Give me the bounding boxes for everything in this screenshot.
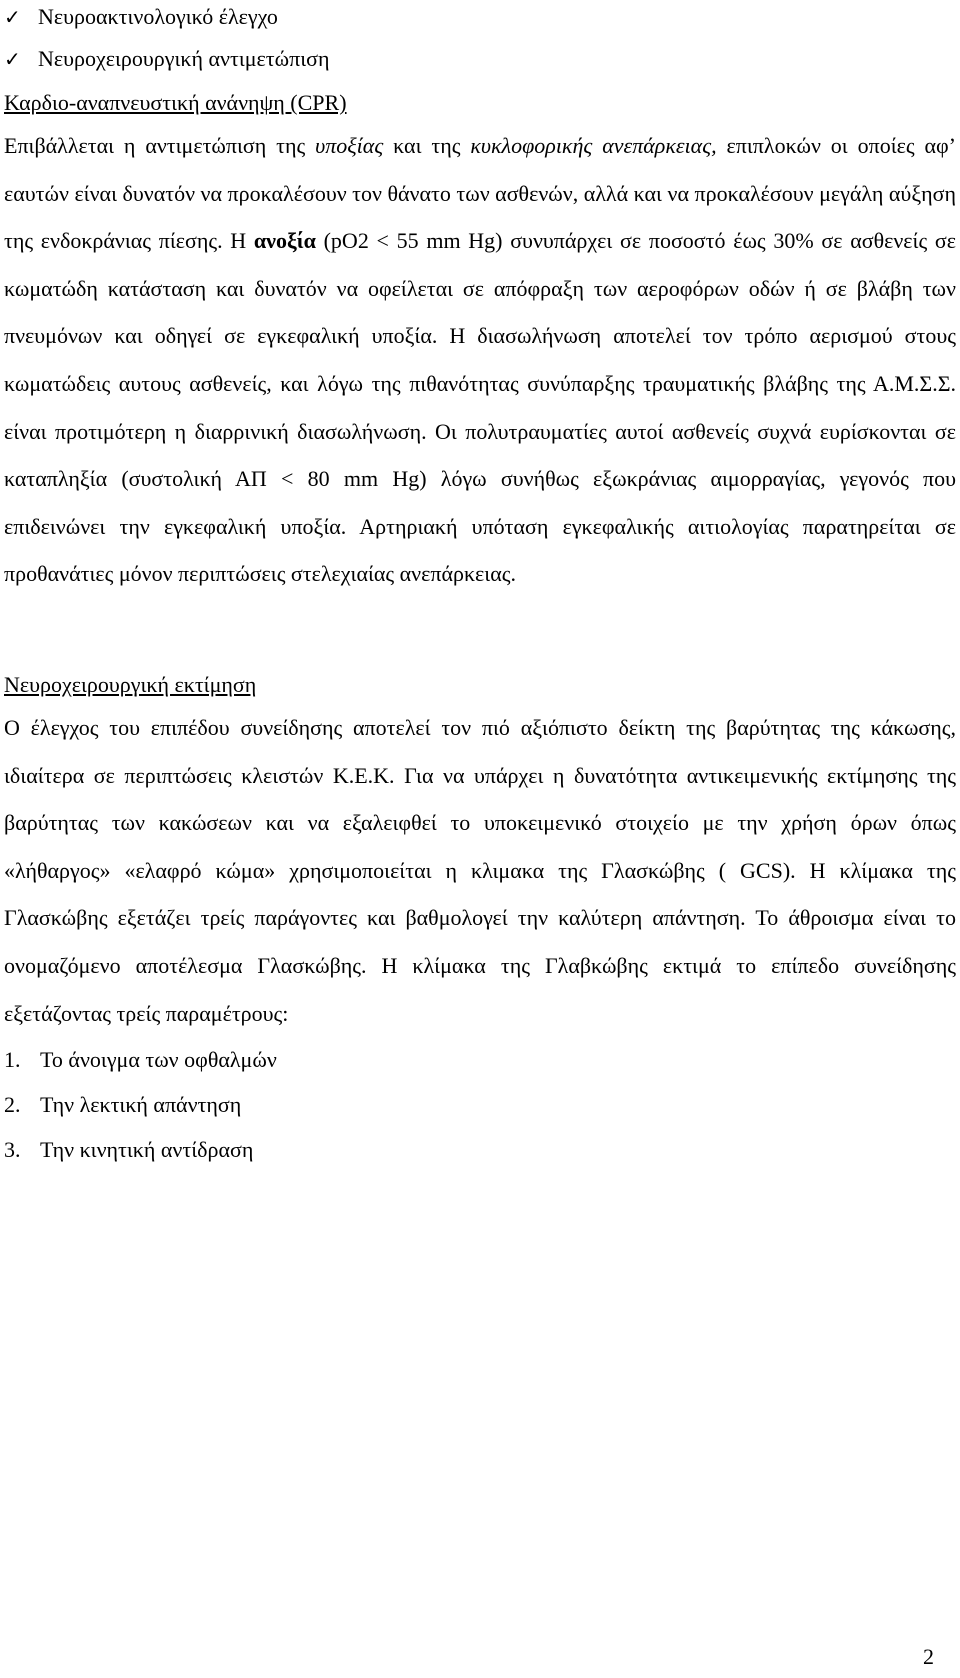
list-item-text: Την λεκτική απάντηση [40, 1092, 242, 1118]
checklist-item-text: Νευροακτινολογικό έλεγχο [38, 4, 278, 29]
paragraph-assessment: Ο έλεγχος του επιπέδου συνείδησης αποτελεί τον πιό αξιόπιστο δείκτη της βαρύτητας της κάκωσης, ιδιαίτερα σε περιπτώσεις κλειστών Κ.Ε.Κ. Για να υπάρχει η δυνατότητα αντικειμενικής εκτίμησης της βαρύτητας των κακώσεων και να εξαλειφθεί το υποκειμενικό στοιχείο με την χρήση όρων όπως «λήθαργος» «ελαφρό κώμα» χρησιμοποιείται η κλιμακα της Γλασκώβης ( GCS). Η κλίμακα της Γλασκώβης εξετάζει τρείς παράγοντες και βαθμολογεί την καλύτερη απάντηση. Το άθροισμα είναι το ονομαζόμενο αποτέλεσμα Γλασκώβης. Η κλίμακα της Γλαβκώβης εκτιμά το επίπεδο συνείδησης εξετάζοντας τρείς παραμέτρους: [4, 714, 956, 1026]
section-heading-assessment: Νευροχειρουργική εκτίμηση [4, 671, 257, 697]
checklist [4, 0, 956, 86]
list-item-number: 3. [4, 1137, 21, 1163]
page-number: 2 [923, 1644, 934, 1669]
document-page [4, 0, 956, 1172]
list-item-text: Την κινητική αντίδραση [40, 1137, 254, 1163]
text-run: και της [383, 133, 471, 158]
checkmark-icon: ✓ [4, 47, 21, 71]
bold-text: ανοξία [253, 228, 316, 254]
section-heading-cpr: Καρδιο-αναπνευστική ανάνηψη (CPR) [4, 90, 347, 115]
numbered-list [4, 1037, 956, 1172]
text-run: επιπλοκών οι οποίες αφ’ εαυτών είναι δυνατόν να προκαλέσουν τον θάνατο των ασθενών, αλλά και να προκαλέσουν μεγάλη αύξηση της ενδοκράνιας πίεσης. Η [4, 133, 957, 254]
list-item [4, 1037, 956, 1082]
checklist-item [4, 0, 956, 42]
list-item-number: 1. [4, 1047, 21, 1073]
text-run: (pO2 < 55 mm Hg) συνυπάρχει σε ποσοστό έως 30% σε ασθενείς σε κωματώδη κατάσταση και δυνατόν να οφείλεται σε απόφραξη των αεροφόρων οδών ή σε βλάβη των πνευμόνων και οδηγεί σε εγκεφαλική υποξία. Η διασωλήνωση αποτελεί τον τρόπο αερισμού στους κωματώδεις αυτους ασθενείς, και λόγω της πιθανότητας συνύπαρξης τραυματικής βλάβης της Α.Μ.Σ.Σ. είναι προτιμότερη η διαρρινική διασωλήνωση. Οι πολυτραυματίες αυτοί ασθενείς συχνά ευρίσκονται σε καταπληξία (συστολική ΑΠ < 80 mm Hg) λόγω συνήθως εξωκράνιας αιμορραγίας, γεγονός που επιδεινώνει την εγκεφαλική υποξία. Αρτηριακή υπόταση εγκεφαλικής αιτιολογίας παρατηρείται σε προθανάτιες μόνον περιπτώσεις στελεχιαίας ανεπάρκειας. [4, 228, 956, 587]
section-spacer [4, 598, 956, 668]
paragraph-cpr [4, 122, 956, 598]
text-run: Επιβάλλεται η αντιμετώπιση της [4, 133, 316, 158]
italic-text: κυκλοφορικής ανεπάρκειας, [470, 133, 717, 158]
italic-text: υποξίας [315, 133, 384, 158]
checkmark-icon: ✓ [4, 5, 21, 29]
checklist-item-text: Νευροχειρουργική αντιμετώπιση [38, 46, 330, 71]
list-item-text: Το άνοιγμα των οφθαλμών [40, 1047, 277, 1073]
list-item [4, 1082, 956, 1127]
checklist-item [4, 42, 956, 86]
list-item [4, 1127, 956, 1172]
list-item-number: 2. [4, 1092, 21, 1118]
